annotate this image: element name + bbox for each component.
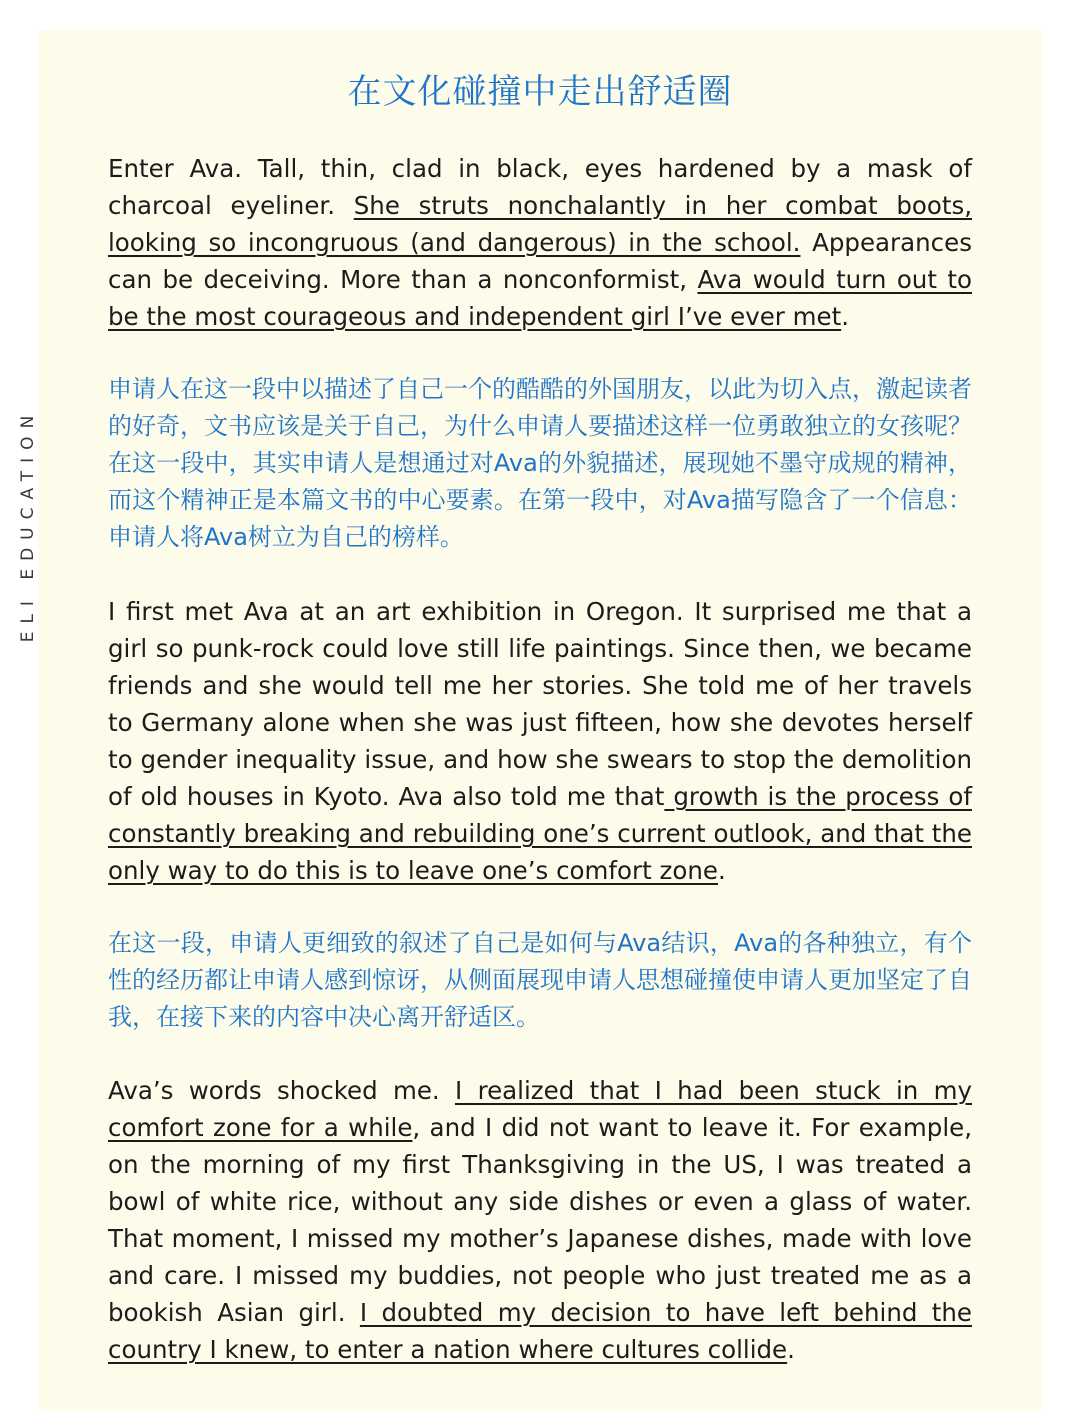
page-title: 在文化碰撞中走出舒适圈 — [347, 72, 733, 112]
english-paragraph-2 — [108, 593, 972, 889]
p3-text-1: Ava’s words shocked me. — [108, 1076, 456, 1105]
p3-underline-2: I doubted my decision to have left behind the country I knew, to enter a nation where cultures collide — [108, 1298, 972, 1364]
p2-text-1: I first met Ava at an art exhibition in Oregon. It surprised me that a girl so punk-rock could love still life paintings. Since then, we became friends and she would tell me her stories. She told me of her travels to Germany alone when she was just fifteen, how she devotes herself to gender inequality issue, and how she swears to stop the demolition of old houses in Kyoto. Ava also told me that — [108, 597, 972, 811]
p3-underline-1: I realized that I had been stuck in my comfort zone for a while — [108, 1076, 972, 1142]
p1-text-2: Appearances can be deceiving. More than a nonconformist, — [108, 228, 972, 294]
p3-text-3: . — [787, 1335, 795, 1364]
chinese-commentary-1: 申请人在这一段中以描述了自己一个的酷酷的外国朋友，以此为切入点，激起读者的好奇，文书应该是关于自己，为什么申请人要描述这样一位勇敢独立的女孩呢？在这一段中，其实申请人是想通过对Ava的外貌描述，展现她不墨守成规的精神，而这个精神正是本篇文书的中心要素。在第一段中，对Ava描写隐含了一个信息：申请人将Ava树立为自己的榜样。 — [108, 375, 972, 551]
english-paragraph-3 — [108, 1072, 972, 1368]
p1-text-3: . — [841, 302, 849, 331]
p2-underline-1: growth is the process of constantly breaking and rebuilding one’s current outlook, and that the only way to do this is to leave one’s comfort zone — [108, 782, 972, 885]
p1-underline-1: She struts nonchalantly in her combat boots, looking so incongruous (and dangerous) in the school. — [108, 191, 973, 257]
p2-text-2: . — [717, 856, 726, 885]
p1-text-1: Enter Ava. Tall, thin, clad in black, eyes hardened by a mask of charcoal eyeliner. — [108, 154, 972, 220]
chinese-commentary-2: 在这一段，申请人更细致的叙述了自己是如何与Ava结识，Ava的各种独立，有个性的经历都让申请人感到惊讶，从侧面展现申请人思想碰撞使申请人更加坚定了自我，在接下来的内容中决心离开舒适区。 — [108, 929, 972, 1031]
p1-underline-2: Ava would turn out to be the most courageous and independent girl I’ve ever met — [108, 265, 972, 331]
english-paragraph-1 — [108, 150, 972, 335]
side-watermark-label: ELI EDUCATION — [18, 407, 38, 643]
p3-text-2: , and I did not want to leave it. For example, on the morning of my first Thanksgiving in the US, I was treated a bowl of white rice, without any side dishes or even a glass of water. That moment, I missed my mother’s Japanese dishes, made with love and care. I missed my buddies, not people who just treated me as a bookish Asian girl. — [108, 1113, 972, 1327]
